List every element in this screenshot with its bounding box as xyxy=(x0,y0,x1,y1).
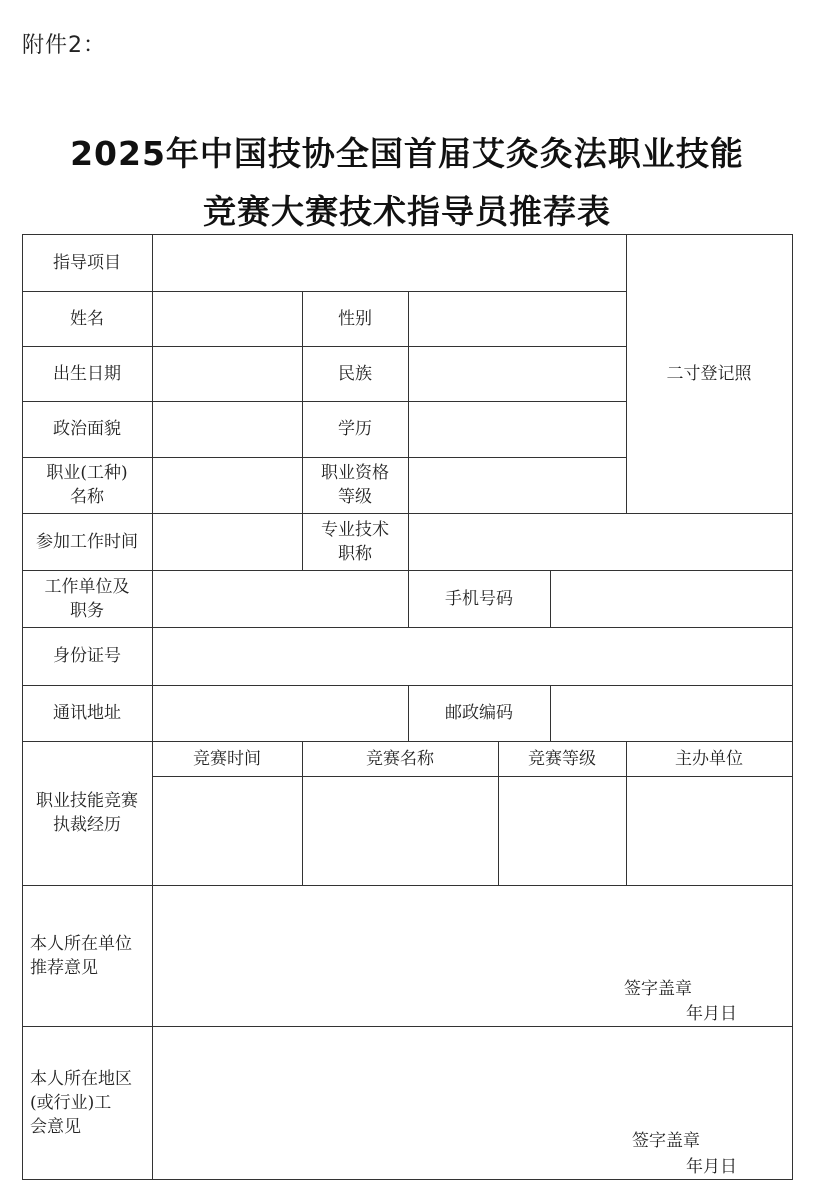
label-gender: 性别 xyxy=(338,308,372,329)
union-date: 年月日 xyxy=(686,1157,737,1177)
label-mobile: 手机号码 xyxy=(445,588,513,609)
label-qualification-line1: 职业资格 xyxy=(321,463,389,483)
label-occupation xyxy=(22,457,152,513)
label-qualification-line2: 等级 xyxy=(338,487,372,507)
political-status-field[interactable] xyxy=(153,402,302,457)
label-union-opinion-line1: 本人所在地区 xyxy=(30,1068,132,1089)
label-employer-line1: 工作单位及 xyxy=(44,576,130,597)
professional-title-field[interactable] xyxy=(409,514,792,570)
qualification-field[interactable] xyxy=(409,458,626,513)
label-guide-project: 指导项目 xyxy=(53,252,121,273)
label-work-start: 参加工作时间 xyxy=(36,531,138,552)
ethnicity-field[interactable] xyxy=(409,347,626,401)
guide-project-field[interactable] xyxy=(153,235,626,291)
label-address: 通讯地址 xyxy=(53,703,121,723)
birth-date-field[interactable] xyxy=(153,347,302,401)
education-field[interactable] xyxy=(409,402,626,457)
mobile-field[interactable] xyxy=(551,571,792,627)
exp-header-time: 竞赛时间 xyxy=(193,748,261,769)
exp-time-field[interactable] xyxy=(153,777,302,885)
label-professional-title-line1: 专业技术 xyxy=(321,519,389,540)
label-employer-line2: 职务 xyxy=(70,600,104,621)
name-field[interactable] xyxy=(153,292,302,346)
unit-sign-seal: 签字盖章 xyxy=(624,979,692,999)
exp-level-field[interactable] xyxy=(499,777,626,885)
label-unit-opinion xyxy=(22,885,152,1026)
exp-organizer-field[interactable] xyxy=(627,777,792,885)
label-occupation-line1: 职业(工种) xyxy=(46,463,128,483)
exp-name-field[interactable] xyxy=(303,777,498,885)
label-employer xyxy=(22,570,152,627)
label-birth-date: 出生日期 xyxy=(53,363,121,384)
label-qualification xyxy=(302,457,408,513)
work-start-field[interactable] xyxy=(153,514,302,570)
label-professional-title xyxy=(302,513,408,570)
gender-field[interactable] xyxy=(409,292,626,346)
label-union-opinion xyxy=(22,1026,152,1179)
postcode-field[interactable] xyxy=(551,686,792,741)
unit-date: 年月日 xyxy=(686,1004,737,1024)
form-title-line2: 竞赛大赛技术指导员推荐表 xyxy=(203,192,611,231)
label-professional-title-line2: 职称 xyxy=(338,543,372,564)
label-unit-opinion-line2: 推荐意见 xyxy=(30,957,98,978)
photo-placeholder[interactable]: 二寸登记照 xyxy=(666,363,752,384)
label-political-status: 政治面貌 xyxy=(53,419,121,439)
label-union-opinion-line3: 会意见 xyxy=(30,1116,81,1137)
label-union-opinion-line2: (或行业)工 xyxy=(30,1092,112,1113)
form-title-line1: 2025年中国技协全国首届艾灸灸法职业技能 xyxy=(70,134,744,173)
label-postcode: 邮政编码 xyxy=(445,703,513,723)
id-number-field[interactable] xyxy=(153,628,792,685)
address-field[interactable] xyxy=(153,686,408,741)
label-id-number: 身份证号 xyxy=(53,646,121,666)
exp-header-name: 竞赛名称 xyxy=(366,748,434,769)
label-ethnicity: 民族 xyxy=(338,363,372,384)
occupation-field[interactable] xyxy=(153,458,302,513)
label-experience-line1: 职业技能竞赛 xyxy=(36,791,138,811)
exp-header-level: 竞赛等级 xyxy=(528,748,596,769)
label-name: 姓名 xyxy=(70,308,104,329)
label-education: 学历 xyxy=(338,419,372,439)
label-occupation-line2: 名称 xyxy=(70,487,104,507)
annex-label: 附件2： xyxy=(22,33,106,58)
label-experience xyxy=(22,741,152,885)
label-experience-line2: 执裁经历 xyxy=(53,815,121,835)
employer-field[interactable] xyxy=(153,571,408,627)
label-unit-opinion-line1: 本人所在单位 xyxy=(30,933,132,954)
union-sign-seal: 签字盖章 xyxy=(632,1131,700,1151)
exp-header-organizer: 主办单位 xyxy=(675,748,743,769)
